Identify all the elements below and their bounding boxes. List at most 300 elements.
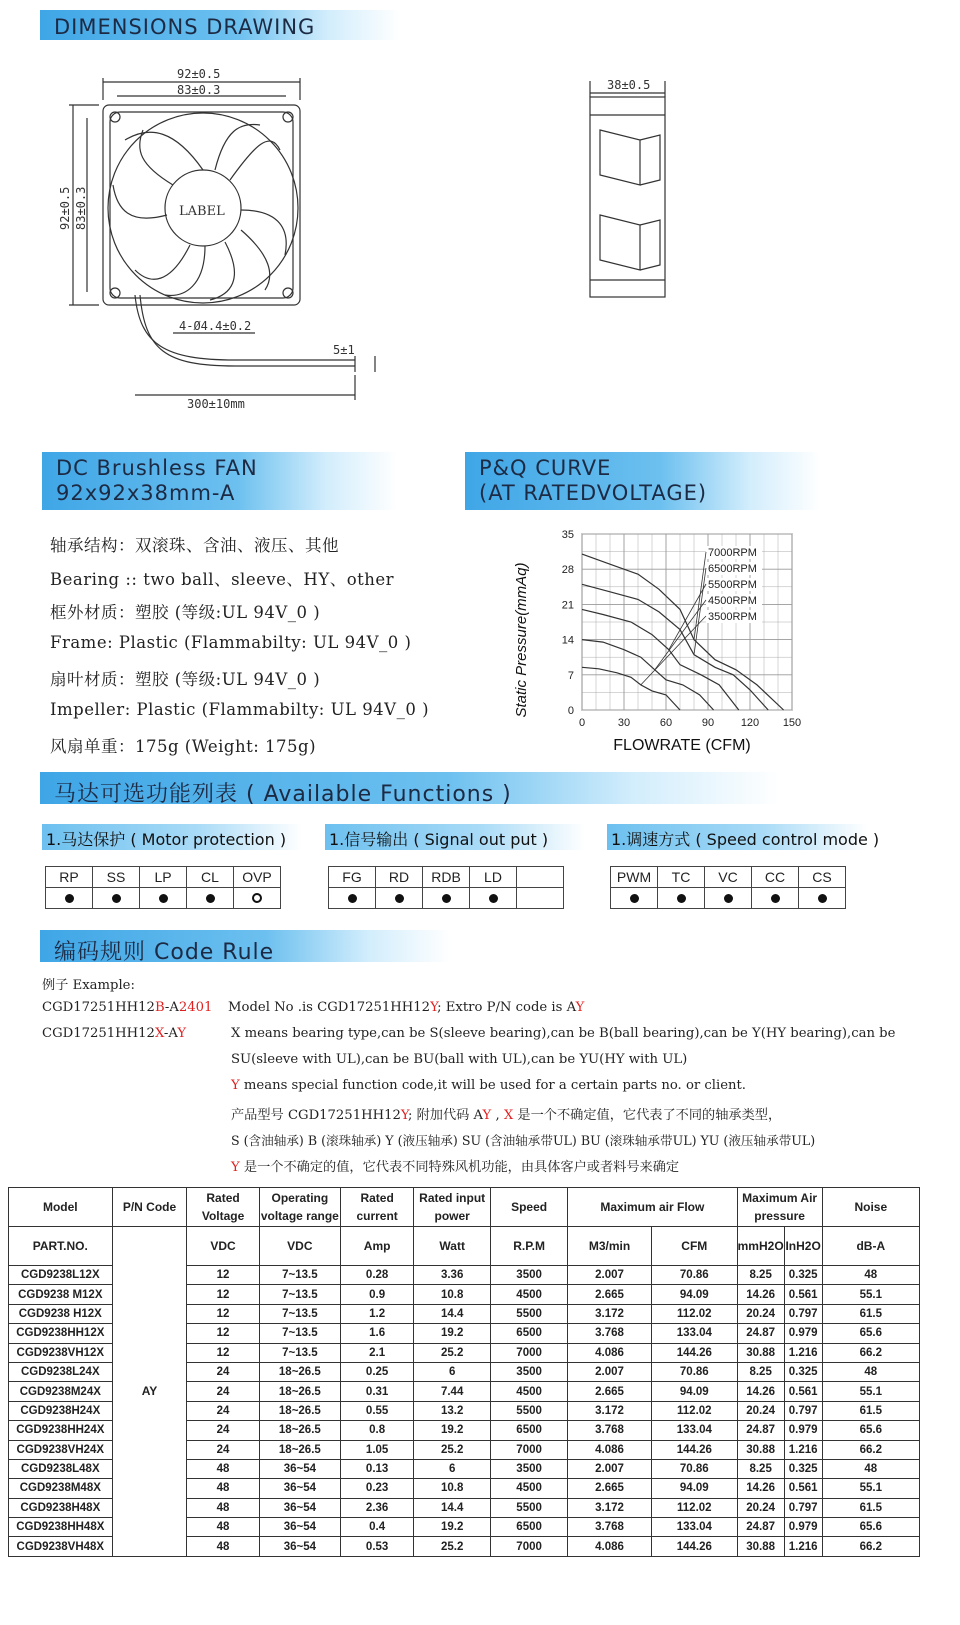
model-cell: CGD9238L48X [9,1459,113,1478]
value-cell: 70.86 [651,1459,737,1478]
pq-title-line1: P&Q CURVE [479,456,612,480]
function-table [45,866,281,909]
value-cell: 94.09 [651,1285,737,1304]
function-table [610,866,846,909]
value-cell: 2.007 [568,1362,652,1381]
value-cell: 12 [187,1304,259,1323]
value-cell: 3.172 [568,1498,652,1517]
value-cell: 112.02 [651,1498,737,1517]
value-cell: 36~54 [259,1459,340,1478]
pq-ylabel: Static Pressure(mmAq) [513,562,530,718]
function-availability [705,888,752,909]
value-cell: 0.561 [784,1479,822,1498]
function-availability [93,888,140,909]
model-cell: CGD9238HH48X [9,1518,113,1537]
value-cell: 6500 [491,1324,568,1343]
value-cell: 112.02 [651,1304,737,1323]
fan-front-drawing [55,60,385,420]
value-cell: 1.05 [341,1440,414,1459]
available-dot-icon [65,894,74,903]
unit-cell: InH2O [784,1227,822,1266]
value-cell: 144.26 [651,1343,737,1362]
header-rated-voltage: Rated Voltage [187,1188,259,1227]
value-cell: 6500 [491,1518,568,1537]
value-cell: 1.6 [341,1324,414,1343]
function-availability [187,888,234,909]
value-cell: 12 [187,1324,259,1343]
unit-cell: PART.NO. [9,1227,113,1266]
function-code: RDB [423,867,470,888]
function-availability [470,888,517,909]
value-cell: 133.04 [651,1518,737,1537]
available-dot-icon [395,894,404,903]
function-code: PWM [611,867,658,888]
model-cell: CGD9238M24X [9,1382,113,1401]
value-cell: 18~26.5 [259,1401,340,1420]
header-rated-current: Rated current [341,1188,414,1227]
model-line: Model No .is CGD17251HH12Y; Extro P/N code is AY [228,1000,585,1015]
value-cell: 2.665 [568,1479,652,1498]
value-cell: 36~54 [259,1537,340,1556]
value-cell: 1.2 [341,1304,414,1323]
dim-width-inner: 83±0.3 [177,83,221,97]
value-cell: 1.216 [784,1537,822,1556]
value-cell: 19.2 [414,1518,491,1537]
y-tick-label: 7 [567,669,574,682]
value-cell: 4.086 [568,1343,652,1362]
spec-bearing-cn: 轴承结构：双滚珠、含油、液压、其他 [50,536,339,555]
value-cell: 1.216 [784,1343,822,1362]
x-meaning-line2: SU(sleeve with UL),can be BU(ball with UL),can be YU(HY with UL) [231,1052,688,1067]
header-speed: Speed [491,1188,568,1227]
value-cell: 24.87 [737,1518,784,1537]
value-cell: 48 [822,1459,919,1478]
model-cell: CGD9238HH24X [9,1421,113,1440]
model-cell: CGD9238H48X [9,1498,113,1517]
value-cell: 4500 [491,1382,568,1401]
y-tick-label: 35 [561,529,574,541]
value-cell: 7~13.5 [259,1285,340,1304]
y-meaning-line: Y means special function code,it will be used for a certain parts no. or client. [231,1078,746,1093]
section-title: 马达可选功能列表 ( Available Functions ) [54,782,512,807]
value-cell: 25.2 [414,1440,491,1459]
value-cell: 48 [187,1498,259,1517]
unit-cell: VDC [259,1227,340,1266]
function-table [328,866,564,909]
value-cell: 48 [822,1362,919,1381]
value-cell: 7~13.5 [259,1343,340,1362]
function-code: CL [187,867,234,888]
value-cell: 20.24 [737,1304,784,1323]
value-cell: 30.88 [737,1343,784,1362]
model-cell: CGD9238VH48X [9,1537,113,1556]
value-cell: 0.4 [341,1518,414,1537]
x-tick-label: 120 [740,717,760,729]
value-cell: 19.2 [414,1421,491,1440]
model-cell: CGD9238VH24X [9,1440,113,1459]
cn-rule-line2: S (含油轴承) B (滚珠轴承) Y (液压轴承) SU (含油轴承带UL) BU (滚珠轴承带UL) YU (液压轴承带UL) [231,1133,816,1148]
value-cell: 8.25 [737,1459,784,1478]
value-cell: 13.2 [414,1401,491,1420]
value-cell: 1.216 [784,1440,822,1459]
dim-width-outer: 92±0.5 [177,67,221,81]
table-header-row [9,1188,920,1227]
value-cell: 65.6 [822,1324,919,1343]
value-cell: 0.55 [341,1401,414,1420]
series-line-3500rpm [582,667,680,710]
example-label: 例子 Example: [42,978,135,993]
dim-lead-strip: 5±1 [333,343,355,357]
pn-code-cell: AY [112,1227,187,1557]
value-cell: 0.8 [341,1421,414,1440]
value-cell: 18~26.5 [259,1440,340,1459]
value-cell: 0.13 [341,1459,414,1478]
fan-side-drawing [580,75,690,305]
function-availability [376,888,423,909]
unit-cell: CFM [651,1227,737,1266]
value-cell: 14.26 [737,1479,784,1498]
value-cell: 0.797 [784,1304,822,1323]
dim-lead-length: 300±10mm [187,397,245,411]
value-cell: 18~26.5 [259,1382,340,1401]
value-cell: 3.172 [568,1401,652,1420]
spec-impeller-cn: 扇叶材质：塑胶 (等级:UL 94V_0 ) [50,670,321,689]
value-cell: 133.04 [651,1421,737,1440]
value-cell: 2.665 [568,1382,652,1401]
value-cell: 0.25 [341,1362,414,1381]
dim-depth: 38±0.5 [607,78,651,92]
available-dot-icon [630,894,639,903]
unit-cell: R.P.M [491,1227,568,1266]
value-cell: 2.1 [341,1343,414,1362]
value-cell: 61.5 [822,1304,919,1323]
section-header-dimensions [40,10,400,40]
section-title: DIMENSIONS DRAWING [54,15,316,39]
unit-cell: M3/min [568,1227,652,1266]
spec-table [8,1187,920,1557]
header-operating-range: Operating voltage range [259,1188,340,1227]
value-cell: 70.86 [651,1362,737,1381]
value-cell: 48 [187,1518,259,1537]
spec-frame-en: Frame: Plastic (Flammabilty: UL 94V_0 ) [50,633,412,652]
value-cell: 7~13.5 [259,1304,340,1323]
legend-label: 7000RPM [708,547,757,559]
pq-xlabel: FLOWRATE (CFM) [613,737,751,754]
function-availability [329,888,376,909]
value-cell: 61.5 [822,1401,919,1420]
value-cell: 0.561 [784,1382,822,1401]
dim-height-outer: 92±0.5 [58,186,72,230]
value-cell: 25.2 [414,1343,491,1362]
model-cell: CGD9238M48X [9,1479,113,1498]
value-cell: 6 [414,1362,491,1381]
value-cell: 36~54 [259,1518,340,1537]
fan-label-text: LABEL [179,204,225,219]
dim-holes: 4-Ø4.4±0.2 [179,319,252,333]
available-dot-icon [677,894,686,903]
value-cell: 24 [187,1362,259,1381]
model-cell: CGD9238VH12X [9,1343,113,1362]
available-dot-icon [818,894,827,903]
value-cell: 48 [822,1266,919,1285]
value-cell: 48 [187,1459,259,1478]
unit-cell: Amp [341,1227,414,1266]
function-code: RD [376,867,423,888]
value-cell: 19.2 [414,1324,491,1343]
value-cell: 30.88 [737,1440,784,1459]
header-model: Model [9,1188,113,1227]
value-cell: 48 [187,1537,259,1556]
value-cell: 0.979 [784,1324,822,1343]
model-cell: CGD9238 M12X [9,1285,113,1304]
value-cell: 0.797 [784,1401,822,1420]
value-cell: 18~26.5 [259,1421,340,1440]
value-cell: 5500 [491,1498,568,1517]
function-availability [752,888,799,909]
value-cell: 8.25 [737,1266,784,1285]
function-code: LD [470,867,517,888]
function-availability [611,888,658,909]
value-cell: 24.87 [737,1421,784,1440]
value-cell: 94.09 [651,1479,737,1498]
unit-cell: Watt [414,1227,491,1266]
function-code: CS [799,867,846,888]
x-meaning-line1: X means bearing type,can be S(sleeve bearing),can be B(ball bearing),can be Y(HY bearing),can be [231,1026,896,1041]
value-cell: 65.6 [822,1421,919,1440]
value-cell: 2.007 [568,1266,652,1285]
legend-label: 4500RPM [708,595,757,607]
value-cell: 18~26.5 [259,1362,340,1381]
example-code-1: CGD17251HH12B-A2401 [42,1000,213,1015]
value-cell: 48 [187,1479,259,1498]
function-code: SS [93,867,140,888]
value-cell: 24 [187,1401,259,1420]
unit-cell: mmH2O [737,1227,784,1266]
value-cell: 14.4 [414,1498,491,1517]
x-tick-label: 60 [659,717,673,729]
value-cell: 133.04 [651,1324,737,1343]
spec-weight: 风扇单重：175g (Weight: 175g) [50,737,317,756]
function-availability [423,888,470,909]
unit-cell: dB-A [822,1227,919,1266]
function-availability [658,888,705,909]
value-cell: 55.1 [822,1285,919,1304]
value-cell: 3.768 [568,1421,652,1440]
x-tick-label: 90 [701,717,715,729]
legend-label: 3500RPM [708,611,757,623]
fan-title-line1: DC Brushless FAN [56,456,258,480]
value-cell: 0.28 [341,1266,414,1285]
value-cell: 7000 [491,1537,568,1556]
value-cell: 24 [187,1382,259,1401]
function-group-title: 1.信号输出 ( Signal out put ) [325,824,585,850]
value-cell: 3.768 [568,1518,652,1537]
value-cell: 7.44 [414,1382,491,1401]
value-cell: 4500 [491,1479,568,1498]
function-code: OVP [234,867,281,888]
value-cell: 0.53 [341,1537,414,1556]
value-cell: 5500 [491,1304,568,1323]
function-availability [234,888,281,909]
header-pn-code: P/N Code [112,1188,187,1227]
value-cell: 36~54 [259,1479,340,1498]
value-cell: 25.2 [414,1537,491,1556]
model-cell: CGD9238 H12X [9,1304,113,1323]
pq-curve-chart [510,520,830,765]
available-dot-icon [159,894,168,903]
value-cell: 20.24 [737,1401,784,1420]
x-tick-label: 0 [578,717,586,729]
value-cell: 14.4 [414,1304,491,1323]
x-tick-label: 30 [617,717,631,729]
cn-rule-line3: Y 是一个不确定的值，它代表不同特殊风机功能，由具体客户或者料号来确定 [231,1160,680,1175]
value-cell: 94.09 [651,1382,737,1401]
section-header-fan [42,452,397,510]
optional-dot-icon [252,893,262,903]
value-cell: 6 [414,1459,491,1478]
value-cell: 3500 [491,1266,568,1285]
value-cell: 24.87 [737,1324,784,1343]
function-availability [799,888,846,909]
value-cell: 7000 [491,1343,568,1362]
value-cell: 66.2 [822,1343,919,1362]
value-cell: 55.1 [822,1382,919,1401]
function-availability [517,888,564,909]
header-noise: Noise [822,1188,919,1227]
available-dot-icon [489,894,498,903]
function-availability [46,888,93,909]
value-cell: 0.325 [784,1459,822,1478]
value-cell: 5500 [491,1401,568,1420]
function-code: VC [705,867,752,888]
spec-bearing-en: Bearing :: two ball、sleeve、HY、other [50,570,395,589]
value-cell: 0.31 [341,1382,414,1401]
section-header-functions [40,772,780,807]
spec-frame-cn: 框外材质：塑胶 (等级:UL 94V_0 ) [50,603,321,622]
value-cell: 14.26 [737,1285,784,1304]
y-tick-label: 21 [561,599,574,612]
value-cell: 0.979 [784,1421,822,1440]
legend-label: 5500RPM [708,579,757,591]
available-dot-icon [771,894,780,903]
value-cell: 6500 [491,1421,568,1440]
function-code: TC [658,867,705,888]
function-availability [140,888,187,909]
value-cell: 0.325 [784,1362,822,1381]
value-cell: 3.36 [414,1266,491,1285]
value-cell: 8.25 [737,1362,784,1381]
section-header-code-rule [40,930,450,965]
available-dot-icon [442,894,451,903]
fan-title-line2: 92x92x38mm-A [56,481,236,505]
value-cell: 0.797 [784,1498,822,1517]
value-cell: 61.5 [822,1498,919,1517]
value-cell: 0.979 [784,1518,822,1537]
value-cell: 30.88 [737,1537,784,1556]
value-cell: 3500 [491,1459,568,1478]
value-cell: 55.1 [822,1479,919,1498]
value-cell: 144.26 [651,1440,737,1459]
section-title: 编码规则 Code Rule [54,940,275,965]
value-cell: 0.325 [784,1266,822,1285]
value-cell: 4500 [491,1285,568,1304]
value-cell: 20.24 [737,1498,784,1517]
value-cell: 4.086 [568,1537,652,1556]
legend-leader [694,568,706,655]
value-cell: 7~13.5 [259,1266,340,1285]
available-dot-icon [112,894,121,903]
legend-label: 6500RPM [708,563,757,575]
value-cell: 0.561 [784,1285,822,1304]
function-code [517,867,564,888]
value-cell: 65.6 [822,1518,919,1537]
function-code: FG [329,867,376,888]
available-dot-icon [724,894,733,903]
value-cell: 10.8 [414,1285,491,1304]
y-tick-label: 14 [561,634,574,647]
value-cell: 24 [187,1421,259,1440]
function-code: CC [752,867,799,888]
value-cell: 10.8 [414,1479,491,1498]
header-rated-power: Rated input power [414,1188,491,1227]
value-cell: 0.9 [341,1285,414,1304]
function-group-title: 1.调速方式 ( Speed control mode ) [607,824,867,850]
model-cell: CGD9238HH12X [9,1324,113,1343]
header-air-flow: Maximum air Flow [568,1188,738,1227]
function-code: LP [140,867,187,888]
value-cell: 66.2 [822,1440,919,1459]
function-code: RP [46,867,93,888]
y-tick-label: 0 [567,705,574,717]
example-code-2: CGD17251HH12X-AY [42,1026,187,1041]
available-dot-icon [206,894,215,903]
x-tick-label: 150 [782,717,802,729]
value-cell: 2.665 [568,1285,652,1304]
value-cell: 2.36 [341,1498,414,1517]
header-air-pressure: Maximum Air pressure [737,1188,822,1227]
dim-height-inner: 83±0.3 [74,186,88,230]
value-cell: 3.768 [568,1324,652,1343]
unit-cell: VDC [187,1227,259,1266]
available-dot-icon [348,894,357,903]
value-cell: 12 [187,1343,259,1362]
value-cell: 70.86 [651,1266,737,1285]
section-header-pq [465,452,820,510]
value-cell: 36~54 [259,1498,340,1517]
value-cell: 0.23 [341,1479,414,1498]
value-cell: 12 [187,1266,259,1285]
model-cell: CGD9238L12X [9,1266,113,1285]
spec-impeller-en: Impeller: Plastic (Flammabilty: UL 94V_0 ) [50,700,430,719]
value-cell: 4.086 [568,1440,652,1459]
value-cell: 2.007 [568,1459,652,1478]
cn-rule-line1: 产品型号 CGD17251HH12Y; 附加代码 AY , X 是一个不确定值，它代表了不同的轴承类型， [231,1108,782,1123]
value-cell: 3500 [491,1362,568,1381]
pq-title-line2: (AT RATEDVOLTAGE) [479,481,708,505]
model-cell: CGD9238L24X [9,1362,113,1381]
value-cell: 7~13.5 [259,1324,340,1343]
value-cell: 112.02 [651,1401,737,1420]
value-cell: 144.26 [651,1537,737,1556]
value-cell: 14.26 [737,1382,784,1401]
value-cell: 3.172 [568,1304,652,1323]
y-tick-label: 28 [561,564,574,577]
table-units-row [9,1227,920,1266]
value-cell: 66.2 [822,1537,919,1556]
model-cell: CGD9238H24X [9,1401,113,1420]
value-cell: 12 [187,1285,259,1304]
value-cell: 24 [187,1440,259,1459]
